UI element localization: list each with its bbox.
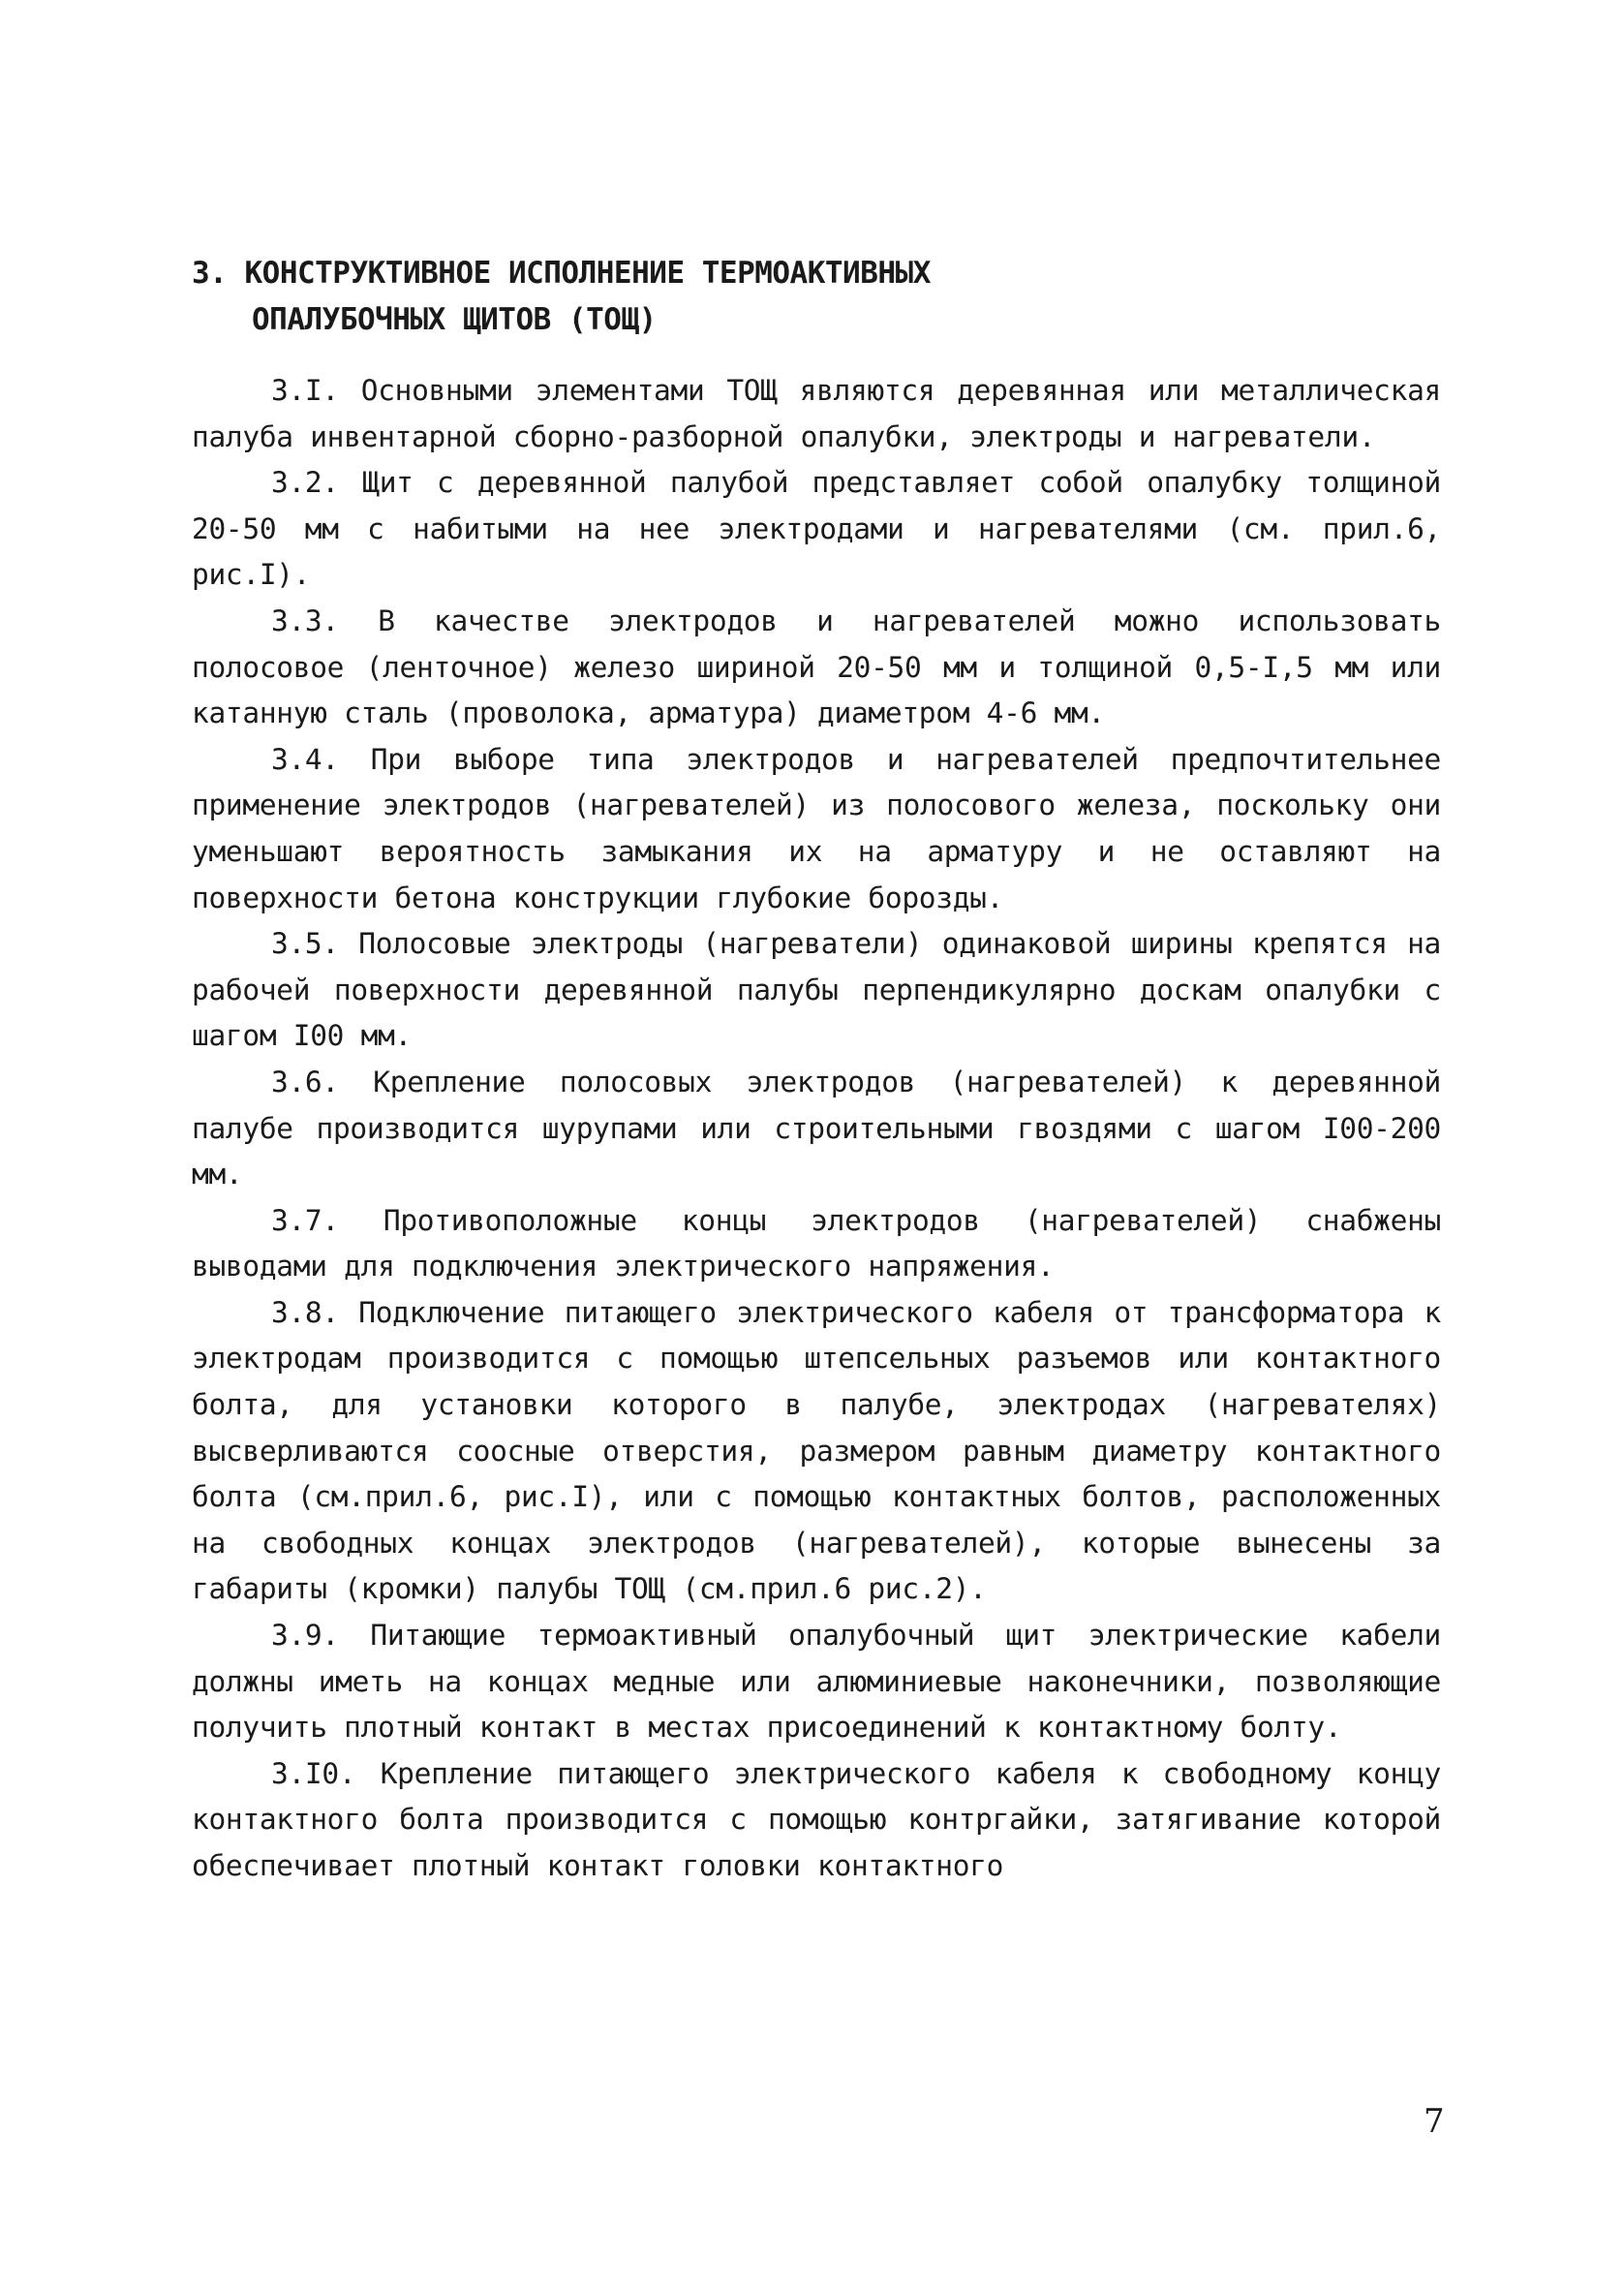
paragraph-3-2: 3.2. Щит с деревянной палубой представляет собой опалубку толщиной 20-50 мм с набитыми на нее электродами и нагревателями (см. прил.6, рис.I).: [192, 466, 1441, 592]
paragraph-3-9: 3.9. Питающие термоактивный опалубочный щит электрические кабели должны иметь на концах медные или алюминиевые наконечники, позволяющие получить плотный контакт в местах присоединений к контактному болту.: [192, 1619, 1441, 1745]
paragraph-3-8: 3.8. Подключение питающего электрического кабеля от трансформатора к электродам производится с помощью штепсельных разъемов или контактного болта, для установки которого в палубе, электродах (нагревателях) высверливаются соосные отверстия, размером равным диаметру контактного болта (см.прил.6, рис.I), или с помощью контактных болтов, расположенных на свободных концах электродов (нагревателей), которые вынесены за габариты (кромки) палубы ТОЩ (см.прил.6 рис.2).: [192, 1295, 1441, 1606]
paragraph-3-5: 3.5. Полосовые электроды (нагреватели) одинаковой ширины крепятся на рабочей поверхности деревянной палубы перпендикулярно доскам опалубки с шагом I00 мм.: [192, 927, 1441, 1053]
paragraph-3-6: 3.6. Крепление полосовых электродов (нагревателей) к деревянной палубе производится шурупами или строительными гвоздями с шагом I00-200 мм.: [192, 1065, 1441, 1191]
paragraph-3-10: 3.I0. Крепление питающего электрического кабеля к свободному концу контактного болта производится с помощью контргайки, затягивание которой обеспечивает плотный контакт головки контактного: [192, 1756, 1441, 1882]
section-heading-line-2: ОПАЛУБОЧНЫХ ЩИТОВ (ТОЩ): [252, 302, 657, 337]
paragraph-3-7: 3.7. Противоположные концы электродов (нагревателей) снабжены выводами для подключения электрического напряжения.: [192, 1203, 1441, 1284]
section-body: [192, 368, 1441, 1890]
paragraph-3-1: 3.I. Основными элементами ТОЩ являются деревянная или металлическая палуба инвентарной сборно-разборной опалубки, электроды и нагреватели.: [192, 374, 1441, 453]
paragraph-3-3: 3.3. В качестве электродов и нагревателей можно использовать полосовое (ленточное) железо шириной 20-50 мм и толщиной 0,5-I,5 мм или катанную сталь (проволока, арматура) диаметром 4-6 мм.: [192, 603, 1441, 730]
section-heading-line-1: 3. КОНСТРУКТИВНОЕ ИСПОЛНЕНИЕ ТЕРМОАКТИВНЫХ: [192, 256, 931, 291]
section-heading: [192, 250, 931, 343]
paragraph-3-4: 3.4. При выборе типа электродов и нагревателей предпочтительнее применение электродов (нагревателей) из полосового железа, поскольку они уменьшают вероятность замыкания их на арматуру и не оставляют на поверхности бетона конструкции глубокие борозды.: [192, 742, 1441, 914]
page-number: 7: [1424, 2102, 1445, 2141]
